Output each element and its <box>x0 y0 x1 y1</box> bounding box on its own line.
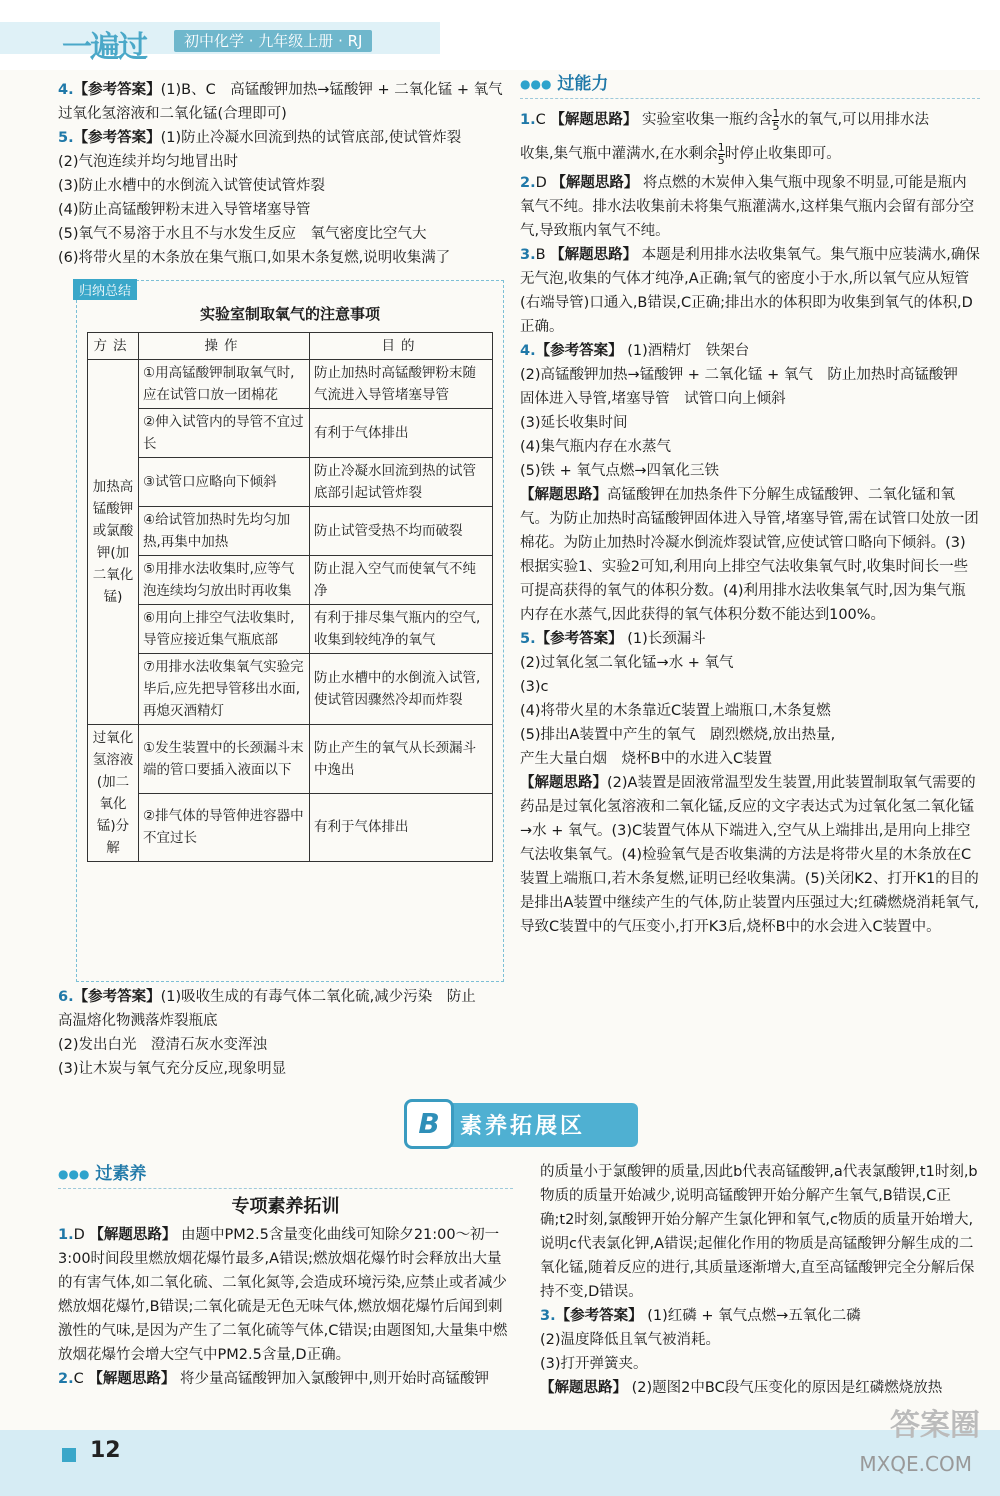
fraction <box>718 142 725 167</box>
fraction-numerator: 1 <box>717 140 725 154</box>
q4-label: 【参考答案】 <box>73 82 161 98</box>
q2-number: 2. <box>520 175 536 191</box>
br-q3-number: 3. <box>540 1308 556 1324</box>
page-footer <box>0 1430 1000 1496</box>
q6-line: 高温熔化物溅落炸裂瓶底 <box>58 1013 218 1029</box>
page-number: 12 <box>90 1438 121 1463</box>
subsection-title: 专项素养拓训 <box>231 1196 340 1217</box>
operation-cell: ④给试管加热时先均匀加热,再集中加热 <box>139 507 310 556</box>
method-cell: 过氧化氢溶液(加二氧化锰)分解 <box>88 725 139 862</box>
operation-cell: ②排气体的导管伸进容器中不宜过长 <box>139 793 310 862</box>
q4-line2: 过氧化氢溶液和二氧化锰(合理即可) <box>58 106 287 122</box>
summary-table <box>87 332 493 862</box>
operation-cell: ③试管口应略向下倾斜 <box>139 458 310 507</box>
section-divider <box>0 1095 1000 1155</box>
bq1-number: 1. <box>58 1227 74 1243</box>
q2-block <box>520 171 980 243</box>
q5-line: (4)防止高锰酸钾粉末进入导管堵塞导管 <box>58 202 311 218</box>
table-row <box>88 605 493 654</box>
table-header: 目的 <box>310 333 493 360</box>
q5-number: 5. <box>520 631 536 647</box>
method-cell: 加热高锰酸钾或氯酸钾(加二氧化锰) <box>88 360 139 725</box>
left-column <box>58 78 513 270</box>
q6-line: (3)让木炭与氧气充分反应,现象明显 <box>58 1061 287 1077</box>
br-text: 的质量小于氯酸钾的质量,因此b代表高锰酸钾,a代表氯酸钾,t1时刻,b物质的质量开始减少,说明高锰酸钾开始分解产生氧气,B错误,C正确;t2时刻,氯酸钾开始分解产生氯化钾和氧气,c物质的质量开始增大,说明c代表氯化钾,A错误;起催化作用的物质是高锰酸钾分解生成的二氧化锰,随着反应的进行,其质量逐渐增大,直至高锰酸钾完全分解后保持不变,D错误。 <box>540 1164 978 1300</box>
br-q3-answer <box>540 1304 980 1328</box>
br-q3-line: (3)打开弹簧夹。 <box>540 1356 648 1372</box>
q4-answer <box>58 78 513 102</box>
q4-text: 高锰酸钾在加热条件下分解生成锰酸钾、二氧化锰和氧气。为防止加热时高锰酸钾固体进入导管,堵塞导管,需在试管口处放一团棉花。为防止加热时冷凝水倒流炸裂试管,应使试管口略向下倾斜。(3)根据实验1、实验2可知,利用向上排空气法收集氧气时,收集时间长一些可提高获得的氧气的体积分数。(4)利用排水法收集氧气时,因为集气瓶内存在水蒸气,因此获得的氧气体积分数不能达到100%。 <box>520 487 979 623</box>
bq2-answer: C <box>73 1371 84 1387</box>
bottom-right-column <box>540 1160 980 1400</box>
q5-line: (6)将带火星的木条放在集气瓶口,如果木条复燃,说明收集满了 <box>58 250 451 266</box>
course-tag: 初中化学 · 九年级上册 · RJ <box>174 30 372 52</box>
q5-line: (3)防止水槽中的水倒流入试管使试管炸裂 <box>58 178 326 194</box>
watermark-logo: 答案圈 <box>890 1408 980 1443</box>
br-q3-line: (1)红磷 + 氧气点燃→五氧化二磷 <box>647 1308 861 1324</box>
bq2-number: 2. <box>58 1371 74 1387</box>
operation-cell: ①发生装置中的长颈漏斗末端的管口要插入液面以下 <box>139 725 310 794</box>
purpose-cell: 防止冷凝水回流到热的试管底部引起试管炸裂 <box>310 458 493 507</box>
q4-line: (5)铁 + 氧气点燃→四氧化三铁 <box>520 463 720 479</box>
purpose-cell: 有利于气体排出 <box>310 409 493 458</box>
bq2-block <box>58 1367 513 1391</box>
operation-cell: ②伸入试管内的导管不宜过长 <box>139 409 310 458</box>
q5-explanation <box>520 771 980 939</box>
operation-cell: ⑦用排水法收集氧气实验完毕后,应先把导管移出水面,再熄灭酒精灯 <box>139 654 310 725</box>
bq1-label: 【解题思路】 <box>89 1227 177 1243</box>
br-q3-explanation <box>540 1376 980 1400</box>
summary-caption: 实验室制取氧气的注意事项 <box>199 305 380 323</box>
q5-line: 产生大量白烟 烧杯B中的水进入C装置 <box>520 751 773 767</box>
q4-line1: (1)B、C 高锰酸钾加热→锰酸钾 + 二氧化锰 + 氧气 <box>160 82 503 98</box>
section-title <box>58 1160 513 1189</box>
q5-line: (2)气泡连续并均匀地冒出时 <box>58 154 239 170</box>
purpose-cell: 防止加热时高锰酸钾粉末随气流进入导管堵塞导管 <box>310 360 493 409</box>
section-letter-icon: B <box>404 1099 454 1149</box>
q5-line: (1)防止冷凝水回流到热的试管底部,使试管炸裂 <box>160 130 462 146</box>
q1-number: 1. <box>520 112 536 128</box>
q4-number: 4. <box>58 82 74 98</box>
q2-answer: D <box>535 175 547 191</box>
fraction-denominator: 5 <box>772 119 780 133</box>
bottom-left-column <box>58 1160 513 1391</box>
q4-line: (3)延长收集时间 <box>520 415 628 431</box>
q1-line2 <box>520 137 980 171</box>
q5-line: (4)将带火星的木条靠近C装置上端瓶口,木条复燃 <box>520 703 831 719</box>
purpose-cell: 有利于气体排出 <box>310 793 493 862</box>
section-dots-icon: ●●● <box>520 77 552 91</box>
br-q3-sublabel: 【解题思路】 <box>540 1380 627 1396</box>
page-header <box>0 0 1000 70</box>
table-row <box>88 793 493 862</box>
q4-label: 【参考答案】 <box>535 343 623 359</box>
purpose-cell: 防止产生的氧气从长颈漏斗中逸出 <box>310 725 493 794</box>
right-column <box>520 70 980 939</box>
section-label: 过素养 <box>95 1164 147 1184</box>
q6-line: (2)发出白光 澄清石灰水变浑浊 <box>58 1037 268 1053</box>
q4-sublabel: 【解题思路】 <box>520 487 607 503</box>
table-row <box>88 654 493 725</box>
q2-label: 【解题思路】 <box>551 175 639 191</box>
br-q3-label: 【参考答案】 <box>555 1308 643 1324</box>
purpose-cell: 防止混入空气而使氧气不纯净 <box>310 556 493 605</box>
section-title <box>520 70 980 99</box>
summary-box <box>76 280 504 982</box>
operation-cell: ⑤用排水法收集时,应等气泡连续均匀放出时再收集 <box>139 556 310 605</box>
bq1-block <box>58 1223 513 1367</box>
q5-number: 5. <box>58 130 74 146</box>
q4-line: (1)酒精灯 铁架台 <box>627 343 750 359</box>
q2-text: 将点燃的木炭伸入集气瓶中现象不明显,可能是瓶内氧气不纯。排水法收集前未将集气瓶灌满水,这样集气瓶内会留有部分空气,导致瓶内氧气不纯。 <box>520 175 975 239</box>
table-header: 操作 <box>139 333 310 360</box>
q4-right-answer <box>520 339 980 363</box>
bq1-text: 由题中PM2.5含量变化曲线可知除夕21:00～初一3:00时间段里燃放烟花爆竹最多,A错误;燃放烟花爆竹时会释放出大量的有害气体,如二氧化硫、二氧化氮等,会造成环境污染,应禁止或者减少燃放烟花爆竹,B错误;二氧化硫是无色无味气体,燃放烟花爆竹后闻到刺激性的气味,是因为产生了二氧化硫等气体,C错误;由题图知,大量集中燃放烟花爆竹会增大空气中PM2.5含量,D正确。 <box>58 1227 508 1363</box>
q5-line: (2)过氧化氢二氧化锰→水 + 氧气 <box>520 655 734 671</box>
fraction-denominator: 5 <box>717 153 725 167</box>
fraction-numerator: 1 <box>772 106 780 120</box>
q1-text: 收集,集气瓶中灌满水,在水剩余 <box>520 146 718 162</box>
q5-answer <box>58 126 513 150</box>
table-row <box>88 409 493 458</box>
q5-text: (2)A装置是固液常温型发生装置,用此装置制取氧气需要的药品是过氧化氢溶液和二氧化锰,反应的文字表达式为过氧化氢二氧化锰→水 + 氧气。(3)C装置气体从下端进入,空气从上端排出,是用向上排空气法收集氧气。(4)检验氧气是否收集满的方法是将带火星的木条放在C装置上端瓶口,若木条复燃,证明已经收集满。(5)关闭K2、打开K1的目的是排出A装置中继续产生的气体,防止装置内压强过大;红磷燃烧消耗氧气,导致C装置中的气压变小,打开K3后,烧杯B中的水会进入C装置中。 <box>520 775 980 935</box>
brand-logo: 一遍过 <box>62 30 146 65</box>
operation-cell: ①用高锰酸钾制取氧气时,应在试管口放一团棉花 <box>139 360 310 409</box>
operation-cell: ⑥用向上排空气法收集时,导管应接近集气瓶底部 <box>139 605 310 654</box>
q3-block <box>520 243 980 339</box>
br-q3-line: (2)温度降低且氧气被消耗。 <box>540 1332 721 1348</box>
table-header: 方法 <box>88 333 139 360</box>
q4-line: 固体进入导管,堵塞导管 试管口向上倾斜 <box>520 391 786 407</box>
q1-label: 【解题思路】 <box>550 112 638 128</box>
q3-number: 3. <box>520 247 536 263</box>
purpose-cell: 有利于排尽集气瓶内的空气,收集到较纯净的氧气 <box>310 605 493 654</box>
watermark-url: MXQE.COM <box>859 1452 972 1476</box>
q6-answer <box>58 985 513 1009</box>
q6-label: 【参考答案】 <box>73 989 161 1005</box>
q1-block <box>520 103 980 137</box>
page-square-icon <box>62 1448 76 1462</box>
purpose-cell: 防止水槽中的水倒流入试管,使试管因骤然冷却而炸裂 <box>310 654 493 725</box>
table-row <box>88 507 493 556</box>
q3-answer: B <box>535 247 546 263</box>
q1-text: 水的氧气,可以用排水法 <box>779 112 930 128</box>
q5-line: (5)排出A装置中产生的氧气 剧烈燃烧,放出热量, <box>520 727 836 743</box>
bq2-label: 【解题思路】 <box>88 1371 176 1387</box>
section-label: 过能力 <box>557 74 609 94</box>
q1-text: 实验室收集一瓶约含 <box>641 112 773 128</box>
q3-text: 本题是利用排水法收集氧气。集气瓶中应装满水,确保无气泡,收集的气体才纯净,A正确;氧气的密度小于水,所以氧气应从短管(右端导管)口通入,B错误,C正确;排出水的体积即为收集到氧气的体积,D正确。 <box>520 247 980 335</box>
q5-label: 【参考答案】 <box>535 631 623 647</box>
q1-answer: C <box>535 112 546 128</box>
bq1-answer: D <box>73 1227 85 1243</box>
table-header-row <box>88 333 493 360</box>
table-row <box>88 458 493 507</box>
bq2-text: 将少量高锰酸钾加入氯酸钾中,则开始时高锰酸钾 <box>179 1371 490 1387</box>
q5-line: (5)氧气不易溶于水且不与水发生反应 氧气密度比空气大 <box>58 226 427 242</box>
section-dots-icon: ●●● <box>58 1167 90 1181</box>
q5-right-answer <box>520 627 980 651</box>
table-row <box>88 725 493 794</box>
q5-line: (1)长颈漏斗 <box>627 631 706 647</box>
table-row <box>88 556 493 605</box>
q4-line: (4)集气瓶内存在水蒸气 <box>520 439 672 455</box>
q4-line: (2)高锰酸钾加热→锰酸钾 + 二氧化锰 + 氧气 防止加热时高锰酸钾 <box>520 367 958 383</box>
q6-line: (1)吸收生成的有毒气体二氧化硫,减少污染 防止 <box>160 989 476 1005</box>
q5-sublabel: 【解题思路】 <box>520 775 607 791</box>
br-q3-text: (2)题图2中BC段气压变化的原因是红磷燃烧放热 <box>631 1380 943 1396</box>
q3-label: 【解题思路】 <box>550 247 638 263</box>
purpose-cell: 防止试管受热不均而破裂 <box>310 507 493 556</box>
summary-badge: 归纳总结 <box>73 279 137 300</box>
q5-label: 【参考答案】 <box>73 130 161 146</box>
q4-number: 4. <box>520 343 536 359</box>
q6-block <box>58 985 513 1081</box>
q5-line: (3)c <box>520 679 549 695</box>
q1-text: 时停止收集即可。 <box>724 146 841 162</box>
divider-title: 素养拓展区 <box>460 1114 586 1139</box>
q4-explanation <box>520 483 980 627</box>
q6-number: 6. <box>58 989 74 1005</box>
table-row <box>88 360 493 409</box>
